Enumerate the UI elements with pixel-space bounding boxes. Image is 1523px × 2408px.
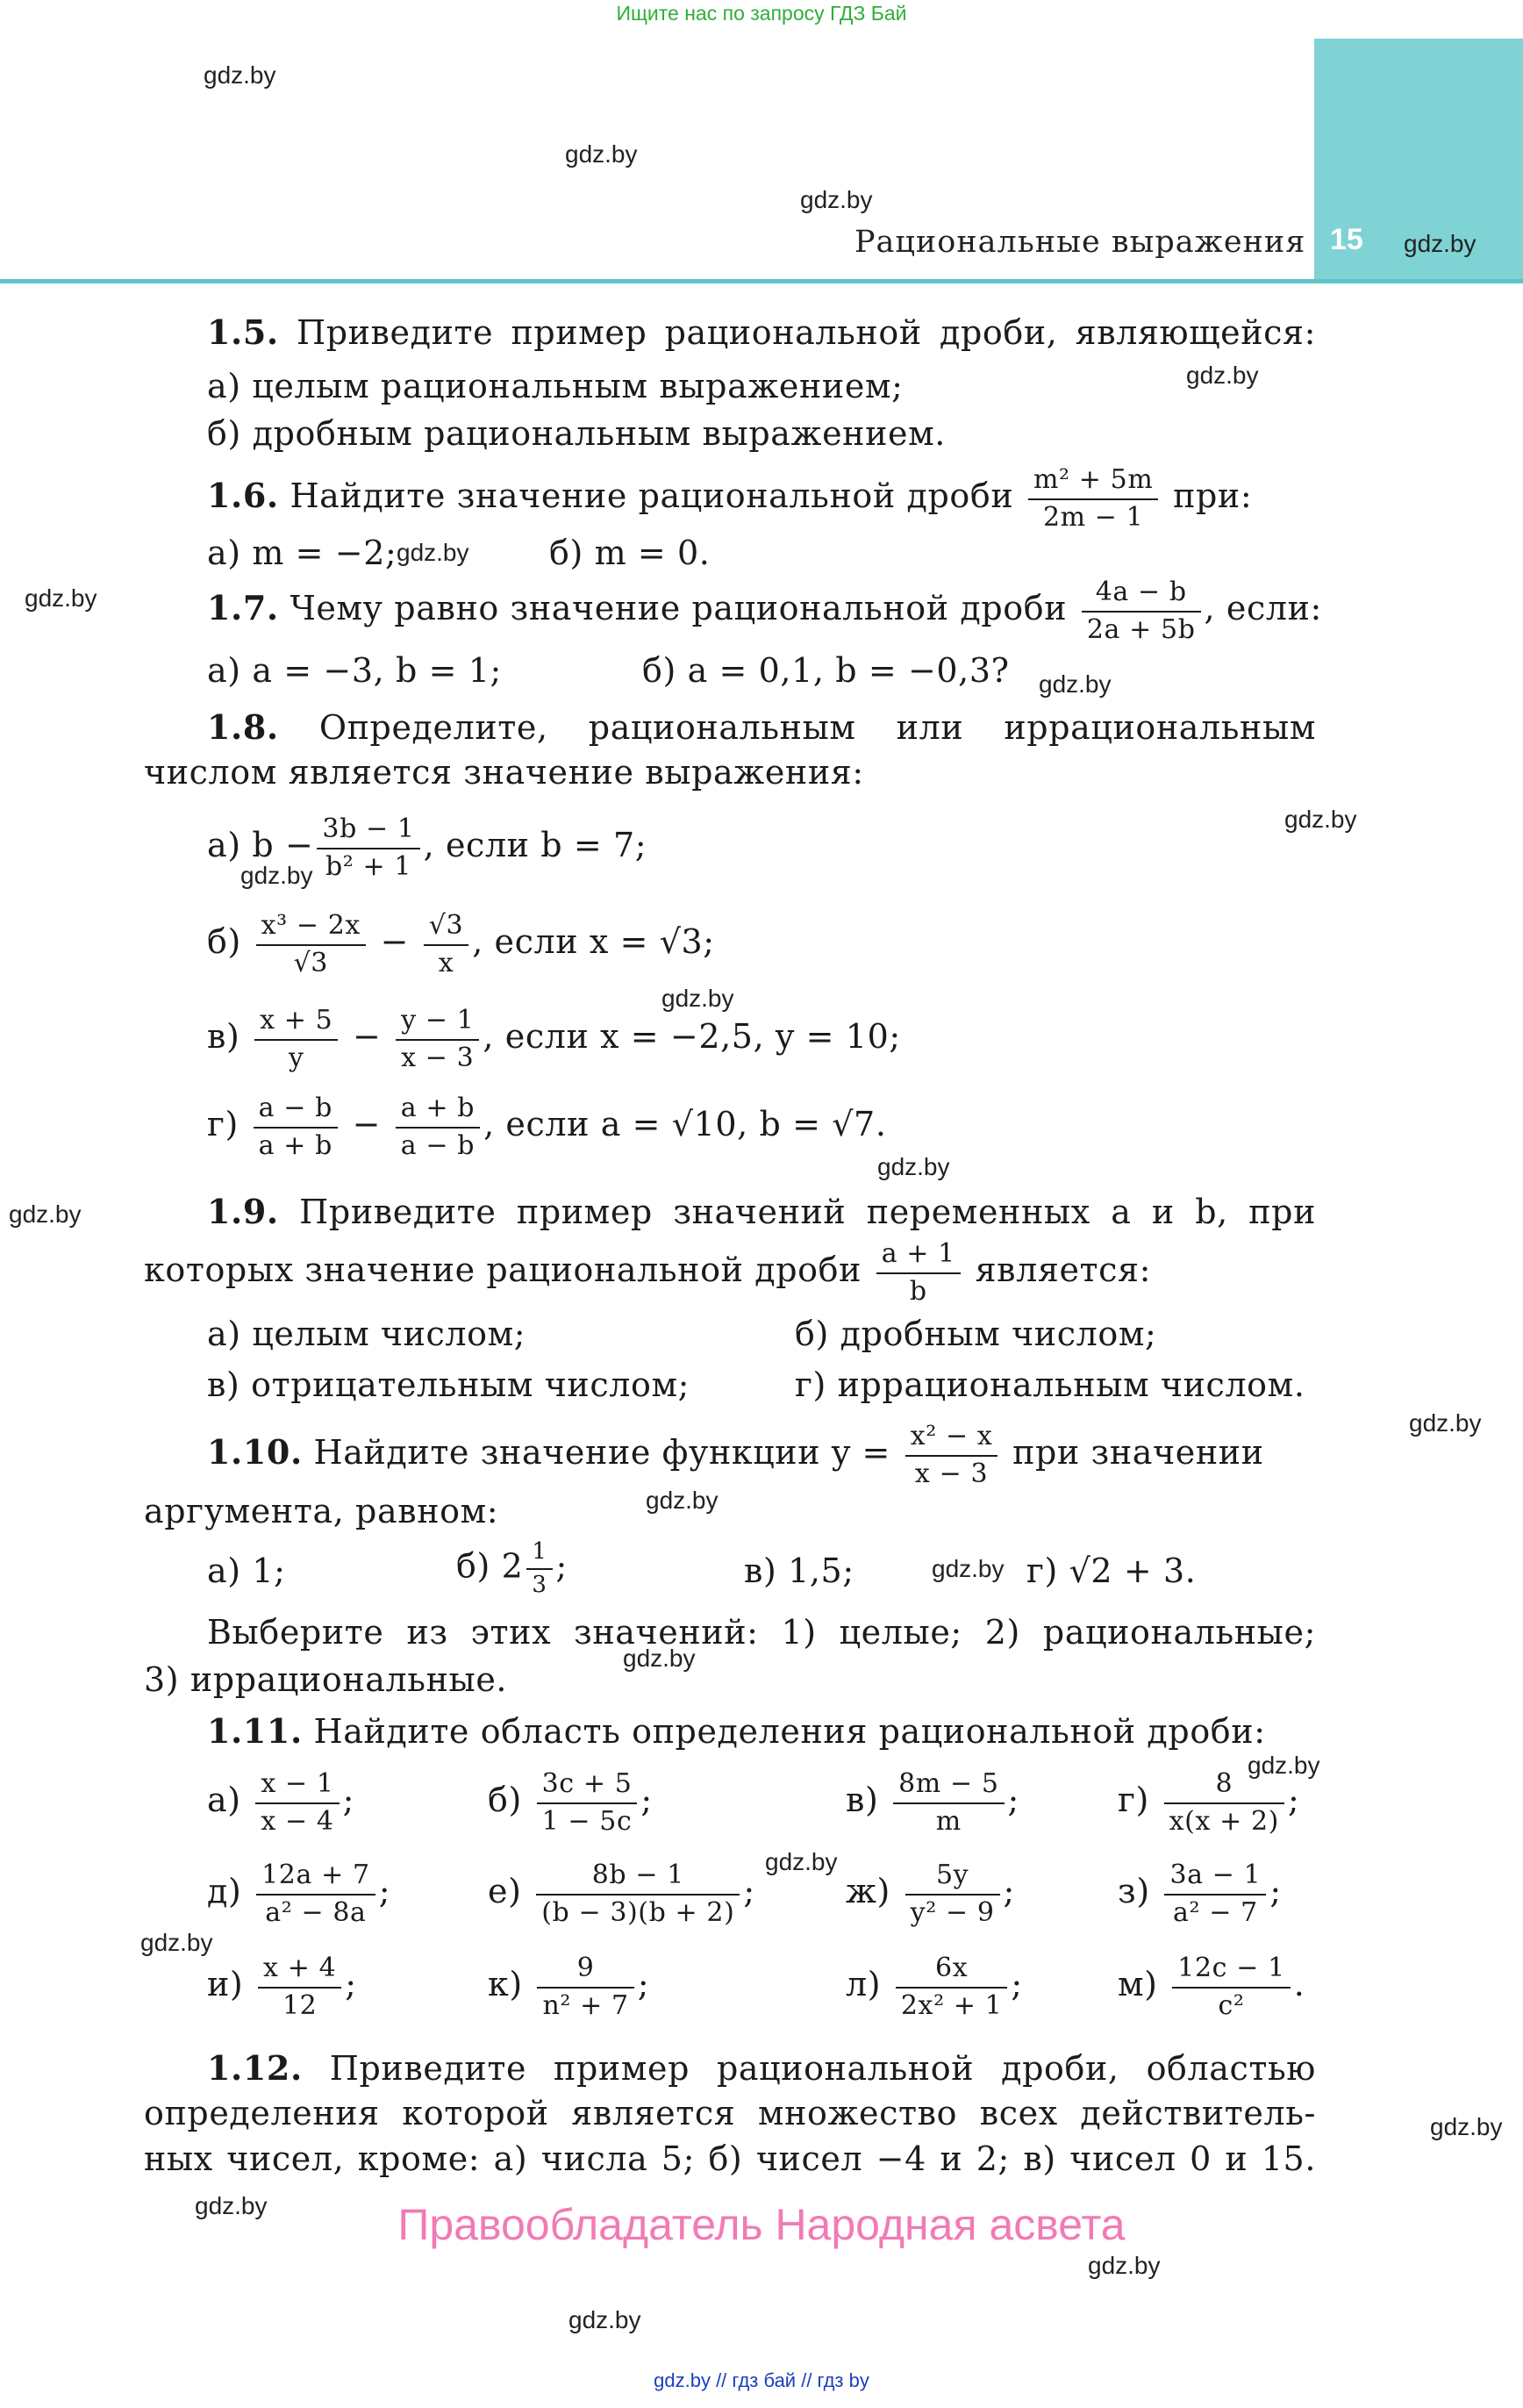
problem-1-10-line4: 3) иррациональные. xyxy=(144,1660,508,1699)
problem-text-tail: является: xyxy=(975,1251,1152,1289)
watermark: gdz.by xyxy=(565,140,638,168)
watermark: gdz.by xyxy=(646,1487,719,1514)
item-end: . xyxy=(1293,1965,1305,2003)
mixed-whole: 2 xyxy=(501,1546,524,1586)
problem-1-8-c: в) $\frac{x + 5}{y}$ − $\frac{y - 1}{x - 3}$ , если x = −2,5, y = 10; xyxy=(207,1005,901,1073)
problem-text: Чему равно значение рациональной дроби xyxy=(290,589,1068,627)
expression-prefix: b − xyxy=(252,826,314,864)
problem-1-10-c: в) 1,5; xyxy=(744,1552,854,1590)
watermark: gdz.by xyxy=(800,186,873,213)
problem-1-10-line3: Выберите из этих значений: 1) целые; 2) рациональные; xyxy=(207,1613,1316,1652)
item-end: ; xyxy=(345,1965,357,2003)
domain-item xyxy=(846,1953,1023,2021)
problem-text: Найдите значение функции xyxy=(313,1433,821,1472)
fraction-denominator: a + b xyxy=(258,1129,332,1161)
watermark: gdz.by xyxy=(623,1645,696,1672)
problem-1-9-a: а) целым числом; xyxy=(207,1315,526,1353)
fraction-denominator: x(x + 2) xyxy=(1169,1805,1279,1837)
fraction-numerator: √3 xyxy=(424,911,468,946)
fraction-denominator: x − 3 xyxy=(401,1042,475,1073)
item-end: ; xyxy=(555,1546,568,1586)
fraction xyxy=(424,911,468,978)
problem-1-6 xyxy=(207,465,1252,533)
problem-1-9-line2 xyxy=(144,1239,1151,1307)
fraction-numerator: 12a + 7 xyxy=(256,1860,375,1896)
item-label: а) xyxy=(207,826,241,864)
fraction-numerator: x + 5 xyxy=(254,1006,338,1041)
problem-text: Приведите пример значений переменных a и b, при xyxy=(299,1193,1316,1231)
problem-number: 1.11. xyxy=(207,1711,303,1751)
watermark: gdz.by xyxy=(1039,670,1112,698)
item-end: ; xyxy=(1269,1872,1282,1910)
watermark: gdz.by xyxy=(1088,2252,1161,2279)
watermark: gdz.by xyxy=(195,2192,268,2219)
fraction-numerator: x − 1 xyxy=(255,1769,339,1804)
watermark: gdz.by xyxy=(765,1848,838,1875)
fraction-numerator: 9 xyxy=(537,1953,633,1989)
fraction-denominator: √3 xyxy=(293,947,328,978)
domain-item xyxy=(488,1769,653,1837)
problem-text: которых значение рациональной дроби xyxy=(144,1251,862,1289)
problem-1-6-a: а) m = −2; xyxy=(207,534,397,572)
fraction-numerator: 8b − 1 xyxy=(536,1860,740,1896)
watermark: gdz.by xyxy=(240,862,313,889)
fraction xyxy=(396,1093,480,1161)
problem-1-9-b: б) дробным числом; xyxy=(795,1315,1157,1353)
fraction xyxy=(537,1769,638,1837)
problem-1-9 xyxy=(207,1192,1316,1231)
fraction-denominator: n² + 7 xyxy=(542,1989,629,2021)
function-lhs: y = xyxy=(831,1433,890,1472)
problem-1-7-a: а) a = −3, b = 1; xyxy=(207,651,502,690)
fraction-denominator: 3 xyxy=(532,1571,547,1598)
problem-number: 1.10. xyxy=(207,1432,303,1472)
problem-1-12-line2: определения которой является множество всех действитель- xyxy=(144,2094,1316,2132)
fraction-numerator: 1 xyxy=(526,1539,552,1570)
watermark: gdz.by xyxy=(397,539,469,566)
item-label: г) xyxy=(1118,1781,1149,1819)
watermark: gdz.by xyxy=(1186,362,1259,389)
fraction-numerator: 8 xyxy=(1164,1769,1284,1804)
problem-1-9-d: г) иррациональным числом. xyxy=(795,1365,1305,1404)
item-label: а) xyxy=(207,1781,241,1819)
fraction-numerator: x + 4 xyxy=(258,1953,341,1989)
item-label: д) xyxy=(207,1872,242,1910)
domain-item xyxy=(207,1769,354,1837)
fraction-denominator: 1 − 5c xyxy=(541,1805,633,1837)
problem-1-10 xyxy=(207,1422,1264,1489)
condition: , если b = 7; xyxy=(423,826,647,864)
fraction-denominator: (b − 3)(b + 2) xyxy=(541,1896,735,1928)
watermark: gdz.by xyxy=(661,985,734,1012)
item-label: з) xyxy=(1118,1872,1150,1910)
fraction-denominator: a − b xyxy=(400,1129,475,1161)
item-label: м) xyxy=(1118,1965,1158,2003)
fraction xyxy=(905,1860,1000,1928)
item-end: ; xyxy=(342,1781,354,1819)
item-label: в) xyxy=(207,1017,240,1056)
domain-item xyxy=(207,1860,390,1928)
fraction xyxy=(255,1769,339,1837)
problem-text: Приведите пример рациональной дроби, являющейся: xyxy=(296,313,1316,352)
fraction xyxy=(896,1953,1008,2021)
item-end: ; xyxy=(640,1781,653,1819)
item-label: и) xyxy=(207,1965,244,2003)
condition: , если x = −2,5, y = 10; xyxy=(483,1017,901,1056)
problem-number: 1.5. xyxy=(207,312,279,352)
fraction xyxy=(1028,465,1158,533)
fraction xyxy=(256,911,366,978)
domain-item xyxy=(488,1860,755,1928)
fraction xyxy=(317,814,419,882)
fraction-numerator: a − b xyxy=(254,1093,338,1129)
fraction xyxy=(526,1539,552,1599)
problem-1-10-line2: аргумента, равном: xyxy=(144,1492,499,1530)
problem-1-8-line2: числом является значение выражения: xyxy=(144,753,864,792)
problem-1-7 xyxy=(207,577,1322,645)
bottom-banner: gdz.by // гдз бай // гдз by xyxy=(654,2369,869,2391)
problem-1-9-c: в) отрицательным числом; xyxy=(207,1365,690,1404)
condition: , если x = √3; xyxy=(472,922,715,961)
watermark: gdz.by xyxy=(140,1929,213,1956)
domain-item xyxy=(1118,1860,1282,1928)
problem-1-7-b: б) a = 0,1, b = −0,3? xyxy=(642,651,1010,690)
fraction xyxy=(905,1422,998,1489)
fraction-numerator: 3c + 5 xyxy=(537,1769,638,1804)
fraction-numerator: 12c − 1 xyxy=(1172,1953,1290,1989)
fraction-numerator: 3b − 1 xyxy=(317,814,419,849)
fraction-numerator: 3a − 1 xyxy=(1164,1860,1266,1896)
condition: , если a = √10, b = √7. xyxy=(483,1105,887,1143)
fraction-denominator: b² + 1 xyxy=(325,850,412,882)
fraction-numerator: 4a − b xyxy=(1082,577,1201,613)
item-label: б) xyxy=(488,1781,522,1819)
section-title: Рациональные выражения xyxy=(854,225,1306,260)
fraction-numerator: y − 1 xyxy=(396,1006,479,1041)
fraction-denominator: 2a + 5b xyxy=(1086,613,1196,645)
fraction xyxy=(258,1953,341,2021)
item-end: ; xyxy=(1011,1965,1023,2003)
watermark: gdz.by xyxy=(1430,2113,1503,2140)
item-end: ; xyxy=(743,1872,755,1910)
problem-number: 1.12. xyxy=(207,2048,303,2088)
problem-1-12 xyxy=(207,2048,1316,2088)
watermark: gdz.by xyxy=(568,2306,641,2333)
watermark: gdz.by xyxy=(25,584,97,612)
watermark: gdz.by xyxy=(1404,230,1477,257)
problem-text-tail: , если: xyxy=(1204,589,1322,627)
fraction-denominator: 2x² + 1 xyxy=(900,1989,1003,2021)
item-label: л) xyxy=(846,1965,882,2003)
item-label: в) xyxy=(846,1781,879,1819)
problem-1-11 xyxy=(207,1711,1266,1751)
fraction xyxy=(256,1860,375,1928)
problem-1-5-a: а) целым рациональным выражением; xyxy=(207,367,904,405)
domain-item xyxy=(846,1769,1019,1837)
problem-1-8 xyxy=(207,707,1316,747)
fraction xyxy=(536,1860,740,1928)
item-end: ; xyxy=(637,1965,650,2003)
header-rule xyxy=(0,279,1523,283)
domain-item xyxy=(1118,1953,1305,2021)
domain-item xyxy=(846,1860,1015,1928)
problem-1-5 xyxy=(207,312,1316,352)
fraction-numerator: a + b xyxy=(396,1093,480,1129)
fraction-denominator: 2m − 1 xyxy=(1042,501,1144,533)
problem-number: 1.8. xyxy=(207,707,279,747)
problem-text: Найдите значение рациональной дроби xyxy=(290,477,1014,515)
fraction-denominator: a² − 8a xyxy=(265,1896,367,1928)
fraction-denominator: y² − 9 xyxy=(910,1896,995,1928)
item-end: ; xyxy=(1003,1872,1015,1910)
copyright-notice: Правообладатель Народная асвета xyxy=(397,2200,1126,2249)
item-label: ж) xyxy=(846,1872,890,1910)
item-label: б) xyxy=(456,1546,490,1586)
fraction-denominator: 12 xyxy=(282,1989,318,2021)
fraction-denominator: y xyxy=(288,1042,304,1073)
problem-text: Определите, рациональным или иррациональным xyxy=(318,708,1316,747)
problem-1-8-b: б) $\frac{\text{x³ − 2x}}{√3}$ − $\frac{√3}{x}$ , если x = √3; xyxy=(207,910,715,978)
fraction-numerator: 5y xyxy=(905,1860,1000,1896)
watermark: gdz.by xyxy=(9,1200,82,1228)
fraction-numerator: x³ − 2x xyxy=(256,911,366,946)
fraction xyxy=(537,1953,633,2021)
fraction xyxy=(254,1006,338,1073)
item-end: ; xyxy=(378,1872,391,1910)
item-label: е) xyxy=(488,1872,522,1910)
fraction-denominator: c² xyxy=(1218,1989,1245,2021)
fraction-denominator: m xyxy=(935,1805,962,1837)
item-end: ; xyxy=(1007,1781,1019,1819)
fraction-numerator: m² + 5m xyxy=(1028,465,1158,500)
fraction-denominator: b xyxy=(909,1275,927,1307)
problem-1-8-d: г) $\frac{a - b}{a + b}$ − $\frac{a + b}{a - b}$ , если a = √10, b = √7. xyxy=(207,1093,887,1161)
problem-1-10-d: г) √2 + 3. xyxy=(1026,1552,1197,1590)
fraction-numerator: 8m − 5 xyxy=(893,1769,1004,1804)
watermark: gdz.by xyxy=(932,1555,1005,1582)
watermark: gdz.by xyxy=(1284,806,1357,833)
problem-number: 1.6. xyxy=(207,476,279,515)
problem-1-10-a: а) 1; xyxy=(207,1552,286,1590)
item-label: б) xyxy=(207,922,241,961)
fraction xyxy=(1082,577,1201,645)
fraction-denominator: x xyxy=(438,947,454,978)
fraction-denominator: x − 3 xyxy=(914,1458,989,1489)
fraction-numerator: a + 1 xyxy=(876,1239,961,1274)
fraction xyxy=(254,1093,338,1161)
fraction-denominator: x − 4 xyxy=(261,1805,334,1837)
problem-text: Приведите пример рациональной дроби, областью xyxy=(329,2049,1316,2088)
fraction xyxy=(1164,1860,1266,1928)
watermark: gdz.by xyxy=(204,61,276,89)
problem-text: Найдите область определения рациональной дроби: xyxy=(313,1712,1266,1751)
problem-number: 1.7. xyxy=(207,588,279,627)
fraction xyxy=(893,1769,1004,1837)
problem-text-tail: при значении xyxy=(1012,1433,1264,1472)
watermark: gdz.by xyxy=(1409,1409,1482,1437)
fraction xyxy=(876,1239,961,1307)
fraction-numerator: 6x xyxy=(896,1953,1008,1989)
fraction xyxy=(396,1006,479,1073)
problem-1-10-b xyxy=(456,1539,568,1599)
item-label: к) xyxy=(488,1965,523,2003)
problem-text-tail: при: xyxy=(1173,477,1253,515)
top-banner: Ищите нас по запросу ГДЗ Бай xyxy=(616,2,907,25)
fraction-numerator: x² − x xyxy=(905,1422,998,1457)
problem-1-12-line3: ных чисел, кроме: а) числа 5; б) чисел −4 и 2; в) чисел 0 и 15. xyxy=(144,2139,1316,2178)
problem-1-5-b: б) дробным рациональным выражением. xyxy=(207,414,946,453)
page-number: 15 xyxy=(1330,223,1363,256)
fraction xyxy=(1172,1953,1290,2021)
problem-number: 1.9. xyxy=(207,1192,279,1231)
fraction-denominator: a² − 7 xyxy=(1172,1896,1258,1928)
item-end: ; xyxy=(1287,1781,1300,1819)
watermark: gdz.by xyxy=(877,1153,950,1180)
problem-1-6-b: б) m = 0. xyxy=(549,534,711,572)
item-label: г) xyxy=(207,1105,239,1143)
watermark: gdz.by xyxy=(1248,1752,1320,1779)
domain-item xyxy=(207,1953,357,2021)
domain-item xyxy=(488,1953,649,2021)
